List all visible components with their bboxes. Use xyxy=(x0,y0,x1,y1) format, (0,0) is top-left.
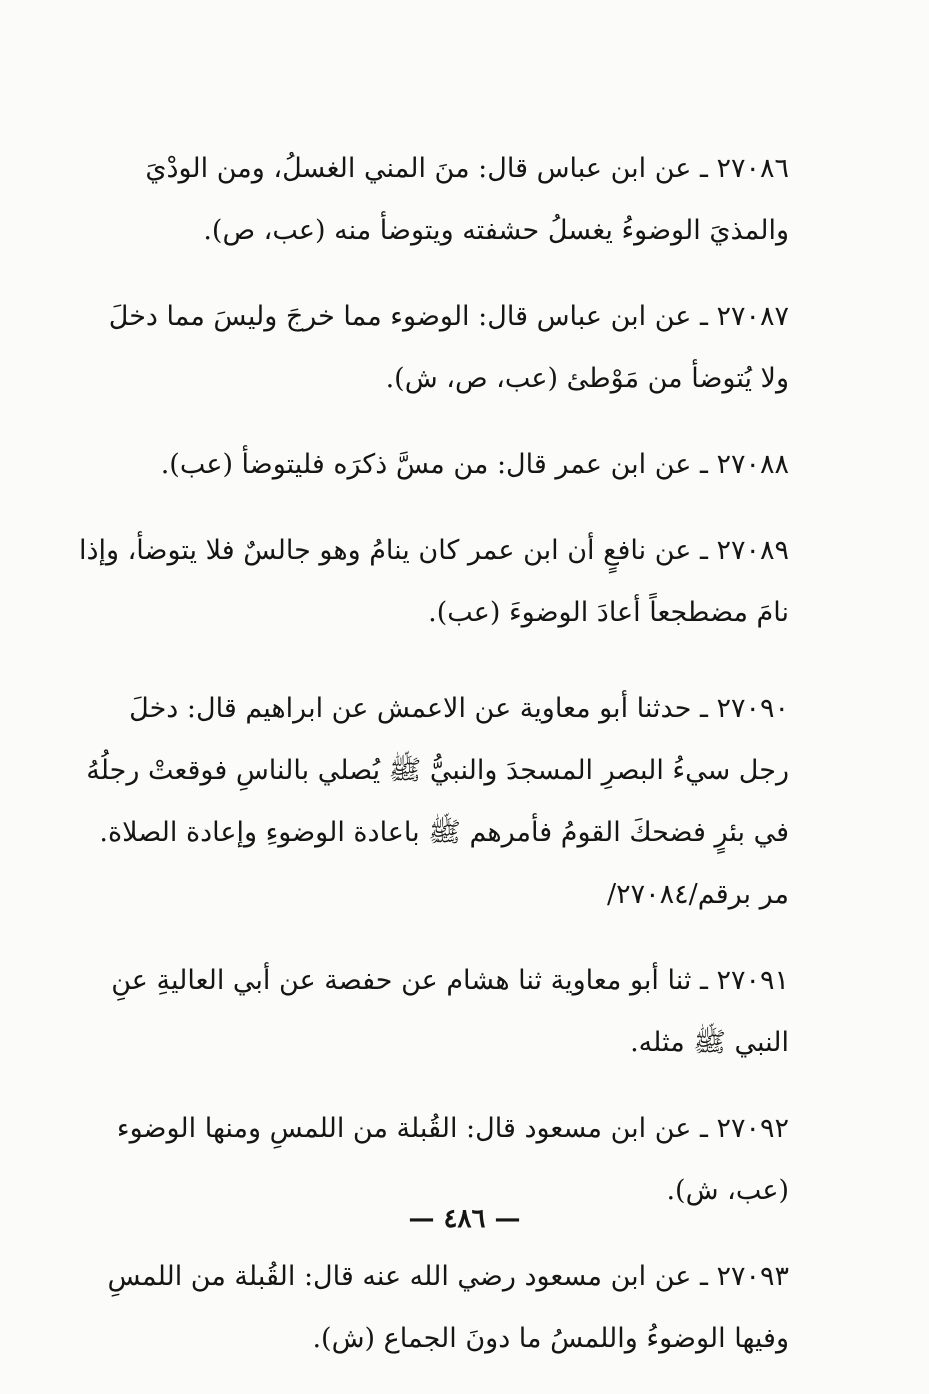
hadith-entry-27087: ٢٧٠٨٧ ـ عن ابن عباس قال: الوضوء مما خرجَ وليسَ مما دخلَ ولا يُتوضأ من مَوْطئ (عب، ص، ش). xyxy=(108,301,789,394)
hadith-entry-27093: ٢٧٠٩٣ ـ عن ابن مسعود رضي الله عنه قال: القُبلة من اللمسِ وفيها الوضوءُ واللمسُ ما دونَ الجماع (ش). xyxy=(107,1261,789,1354)
hadith-entry-27089: ٢٧٠٨٩ ـ عن نافعٍ أن ابن عمر كان ينامُ وهو جالسٌ فلا يتوضأ، وإذا نامَ مضطجعاً أعادَ الوضوءَ (عب). xyxy=(78,535,789,628)
hadith-entry-27092: ٢٧٠٩٢ ـ عن ابن مسعود قال: القُبلة من اللمسِ ومنها الوضوء (عب، ش). xyxy=(116,1113,789,1206)
hadith-entry-27088: ٢٧٠٨٨ ـ عن ابن عمر قال: من مسَّ ذكرَه فليتوضأ (عب). xyxy=(160,449,789,480)
hadith-entry-27090: ٢٧٠٩٠ ـ حدثنا أبو معاوية عن الاعمش عن ابراهيم قال: دخلَ رجل سيءُ البصرِ المسجدَ والنبيُّ ﷺ يُصلي بالناسِ فوقعتْ رجلُهُ في بئرٍ فضحكَ القومُ فأمرهم ﷺ باعادة الوضوءِ وإعادة الصلاة. مر برقم/٢٧٠٨٤/ xyxy=(86,693,789,910)
page-number: — ٤٨٦ — xyxy=(408,1204,521,1234)
hadith-entry-27086: ٢٧٠٨٦ ـ عن ابن عباس قال: منَ المني الغسلُ، ومن الودْيَ والمذيَ الوضوءُ يغسلُ حشفته ويتوضأ منه (عب، ص). xyxy=(145,153,789,246)
hadith-entry-27091: ٢٧٠٩١ ـ ثنا أبو معاوية ثنا هشام عن حفصة عن أبي العاليةِ عنِ النبي ﷺ مثله. xyxy=(111,965,789,1058)
